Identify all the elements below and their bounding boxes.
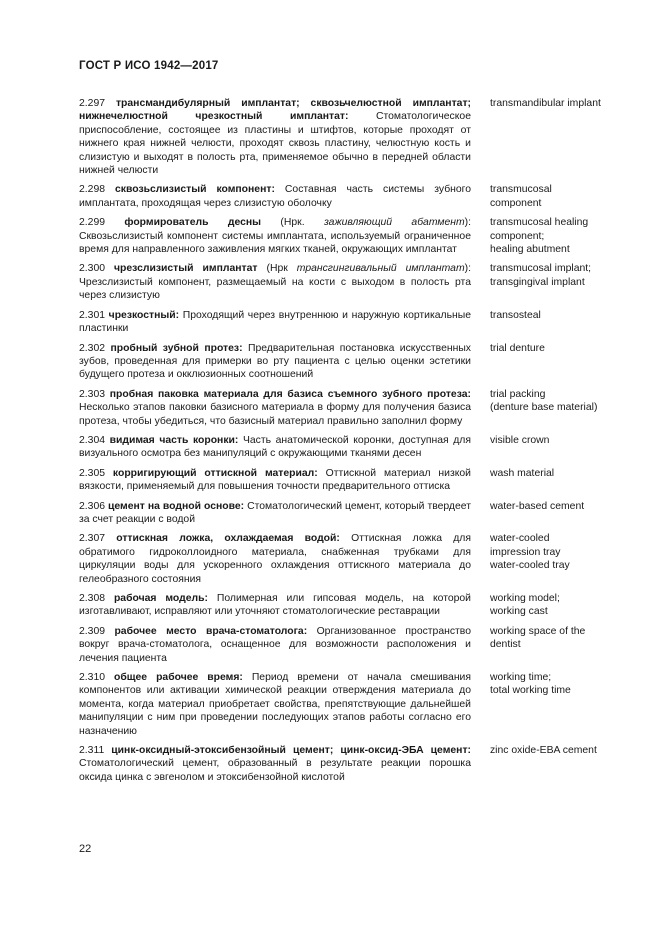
term-entry [79,309,619,336]
term-entry [79,262,619,302]
term-number: 2.306 [79,500,106,512]
term-english-equivalent [490,500,619,527]
term-entry [79,532,619,586]
term-name: чрезкостный: [108,309,180,321]
term-note-prefix: (Нрк. [280,217,305,229]
term-english-equivalent [490,671,619,738]
term-deprecated-synonym: трансгингивальный имплантат [296,263,465,275]
term-english-equivalent [490,216,619,256]
term-english-equivalent [490,183,619,210]
english-term-line: working time; [489,672,552,684]
term-number: 2.300 [79,263,106,275]
term-definition-ru [79,467,471,494]
page-number: 22 [79,843,92,855]
english-term-line: wash material [489,467,555,479]
term-name: корригирующий оттискной материал: [112,467,318,479]
english-term-line: trial packing [489,388,546,400]
term-english-equivalent [490,388,619,428]
term-number: 2.308 [79,593,106,604]
term-number: 2.301 [79,309,106,321]
term-name: трансмандибулярный имплантат; сквозьчелюстной имплантат; нижнечелюстной чрезкостный имплантат: [79,98,471,123]
term-name: цемент на водной основе: [108,500,245,512]
term-definition-text: Сквозьслизистый компонент системы имплантата, используемый ограниченное время для направленного заживления мягких тканей, окружающих имплантат [79,230,471,256]
term-number: 2.302 [79,342,106,354]
term-name: сквозьслизистый компонент: [115,184,275,196]
term-english-equivalent [490,532,619,586]
term-definition-text: Оттискной материал низкой вязкости, применяемый для повышения точности предварительного оттиска [79,467,471,493]
term-note-prefix: (Нрк [266,263,288,275]
term-definition-text: Период времени от начала смешивания компонентов или активации химической реакции отверждения материала до момента, когда материал приобретает свойства, препятствующие дальнейшей манипуляции с ним при проведении последующих этапов работы согласно его назначению [79,672,471,737]
term-definition-text: Предварительная постановка искусственных зубов, проведенная для примерки во рту пациента с целью оценки эстетики будущего протеза и окклюзионных соотношений [79,342,471,381]
english-term-line: transosteal [489,309,541,321]
term-english-equivalent [490,262,619,302]
term-name: рабочая модель: [113,593,208,604]
term-english-equivalent [490,625,619,665]
term-number: 2.299 [79,217,106,229]
term-name: пробная паковка материала для базиса съемного зубного протеза: [109,388,471,400]
english-term-line: component [489,197,542,209]
terms-list [79,97,619,790]
term-name: рабочее место врача-стоматолога: [114,625,308,637]
term-definition-text: Полимерная или гипсовая модель, на которой изготавливают, исправляют или уточняют стоматологические реставрации [79,593,471,618]
english-term-line: visible crown [489,434,550,446]
english-term-line: (denture base material) [489,402,598,414]
term-name: чрезслизистый имплантат [114,263,258,275]
term-entry [79,500,619,527]
term-entry [79,592,619,619]
term-name: пробный зубной протез: [110,342,243,354]
english-term-line: healing abutment [489,244,570,256]
term-definition-text: Проходящий через внутреннюю и наружную кортикальные пластинки [79,309,471,335]
term-entry [79,625,619,665]
term-definition-ru [79,744,471,784]
term-definition-ru [79,625,471,665]
term-number: 2.311 [79,745,105,757]
term-definition-ru [79,97,471,177]
term-entry [79,97,619,177]
term-name: общее рабочее время: [114,672,243,684]
term-definition-ru [79,500,471,527]
term-english-equivalent [490,434,619,461]
term-definition-text: Часть анатомической коронки, доступная для визуального осмотра без манипуляций с окружающими тканями десен [79,434,471,460]
english-term-line: impression tray [489,546,561,558]
term-definition-ru [79,216,471,256]
english-term-line: working cast [489,606,548,618]
term-definition-ru [79,592,471,619]
term-number: 2.309 [79,625,106,637]
english-term-line: transmucosal [489,184,552,196]
term-entry [79,744,619,784]
term-english-equivalent [490,97,619,177]
english-term-line: transmucosal healing [489,217,589,229]
term-number: 2.305 [79,467,106,479]
english-term-line: dentist [489,639,521,651]
english-term-line: transgingival implant [489,276,585,288]
term-number: 2.310 [79,672,106,684]
term-deprecated-synonym: заживляющий абатмент [323,217,465,229]
term-entry [79,434,619,461]
term-definition-text: Организованное пространство вокруг врача-стоматолога, оснащенное для возможности расположения и лечения пациента [79,625,471,664]
term-name: оттискная ложка, охлаждаемая водой: [116,533,340,545]
term-definition-text: Оттискная ложка для обратимого гидроколлоидного материала, снабженная трубками для циркуляции воды для ускоренного охлаждения оттискного материала до гелеобразного состояния [79,533,471,585]
term-entry [79,388,619,428]
term-english-equivalent [490,342,619,382]
english-term-line: component; [489,230,545,242]
english-term-line: water-cooled tray [489,560,570,572]
english-term-line: water-cooled [489,533,550,545]
term-english-equivalent [490,309,619,336]
term-number: 2.303 [79,388,106,400]
term-entry [79,183,619,210]
term-definition-text: Стоматологический цемент, образованный в результате реакции порошка оксида цинка с эвгенолом и этоксибензойной кислотой [79,758,471,783]
term-entry [79,216,619,256]
term-definition-text: Стоматологическое приспособление, состоящее из пластины и штифтов, которые проходят от нижнего края нижней челюсти, проходят сквозь пластину, челюстную кость и слизистую и выходят в полость рта, применяемое обычно в передней области нижней челюсти [79,111,471,177]
term-number: 2.307 [79,533,106,545]
term-definition-text: Стоматологический цемент, который твердеет за счет реакции с водой [79,500,471,525]
term-name: видимая часть коронки: [109,434,239,446]
term-definition-ru [79,434,471,461]
term-definition-ru [79,309,471,336]
english-term-line: transmandibular implant [489,98,601,109]
term-definition-text: Составная часть системы зубного имплантата, проходящая через слизистую оболочку [79,184,472,209]
term-name: формирователь десны [124,217,262,229]
document-header: ГОСТ Р ИСО 1942—2017 [79,60,219,72]
term-entry [79,671,619,738]
english-term-line: transmucosal implant; [489,263,592,275]
term-definition-ru [79,671,471,738]
term-english-equivalent [490,592,619,619]
term-english-equivalent [490,467,619,494]
term-number: 2.298 [79,184,106,196]
term-note-suffix: ): [464,217,472,229]
term-number: 2.304 [79,434,106,446]
term-definition-ru [79,262,471,302]
term-entry [79,342,619,382]
term-english-equivalent [490,744,619,784]
english-term-line: trial denture [489,342,545,354]
term-name: цинк-оксидный-этоксибензойный цемент; цинк-оксид-ЭБА цемент: [111,745,471,757]
term-number: 2.297 [79,98,106,109]
term-note-suffix: ): [464,263,471,275]
english-term-line: working model; [489,593,560,604]
term-definition-text: Чрезслизистый компонент, размещаемый на кости с выходом в полость рта через слизистую [79,276,471,302]
term-definition-ru [79,388,471,428]
term-definition-ru [79,532,471,586]
english-term-line: zinc oxide-EBA cement [489,745,597,757]
english-term-line: water-based cement [489,500,585,512]
term-definition-text: Несколько этапов паковки базисного материала в форму для получения базиса протеза, чтобы убедиться, что базисный материал правильно заполнил форму [79,402,471,427]
english-term-line: total working time [489,685,571,697]
term-definition-ru [79,342,471,382]
english-term-line: working space of the [489,625,586,637]
term-definition-ru [79,183,471,210]
term-entry [79,467,619,494]
